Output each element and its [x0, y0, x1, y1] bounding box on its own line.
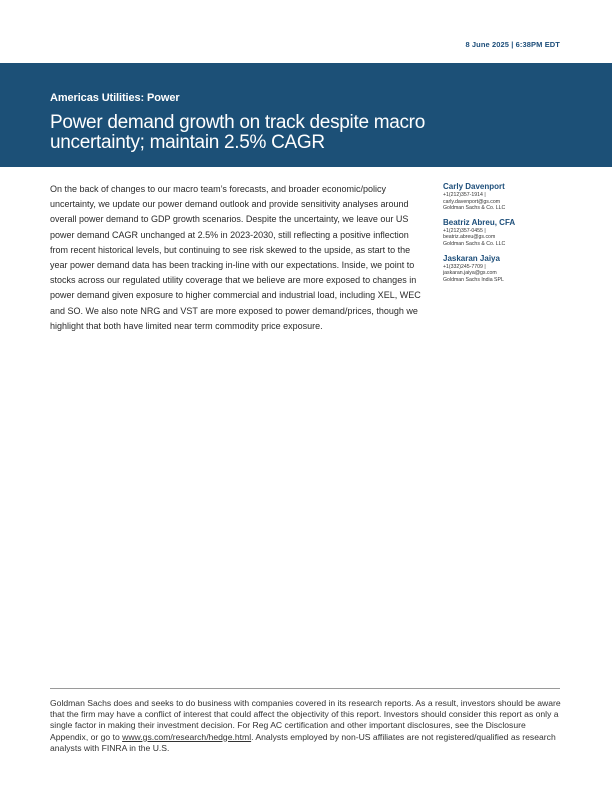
disclaimer-text-part: . Analysts employed by non-US affiliates are not registered/qualified as research analysts with FINRA in the U.S.: [50, 731, 556, 753]
report-category: Americas Utilities: Power: [50, 92, 180, 104]
analyst-card: [443, 182, 573, 212]
disclaimer-text: [50, 698, 562, 754]
report-headline: Power demand growth on track despite macro uncertainty; maintain 2.5% CAGR: [50, 112, 425, 153]
analyst-email[interactable]: carly.davenport@gs.com: [443, 198, 501, 205]
summary-paragraph: On the back of changes to our macro team’s forecasts, and broader economic/policy uncertainty, we update our power demand outlook and provide sensitivity analyses around overall power demand to GDP growth scenarios. Despite the uncertainty, we leave our US power demand CAGR unchanged at 2.5% in 2023-2030, still reflecting a positive inflection from recent historical levels, but continuing to see risk skewed to the upside, as start to the year power demand data has been tracking in-line with our expectations. Inside, we point to stocks across our regulated utility coverage that we believe are more exposed to changes in power demand given exposure to higher commercial and industrial load, including XEL, WEC and SO. We also note NRG and VST are more exposed to power demand/prices, though we highlight that both have limited near term commodity price exposure.: [50, 184, 421, 331]
analyst-name[interactable]: Jaskaran Jaiya: [443, 253, 500, 263]
analyst-phone: +1(332)245-7709 |: [443, 263, 486, 270]
analyst-phone: +1(212)357-1914 |: [443, 192, 486, 198]
analyst-firm: Goldman Sachs India SPL: [443, 276, 504, 283]
title-banner: [0, 63, 612, 167]
analyst-firm: Goldman Sachs & Co. LLC: [443, 240, 506, 247]
analyst-email[interactable]: beatriz.abreu@gs.com: [443, 234, 496, 241]
analyst-name[interactable]: Carly Davenport: [443, 182, 505, 191]
analyst-contacts: [443, 182, 573, 289]
disclaimer-divider: [50, 688, 560, 689]
disclaimer-text-part: Goldman Sachs does and seeks to do business with companies covered in its research reports. As a result, investors should be aware that the firm may have a conflict of interest that could affect the objectivity of this report. Investors should consider this report as only a single factor in making their investment decision. For Reg AC certification and other important disclosures, see the Disclosure Appendix, or go to: [50, 698, 561, 742]
analyst-email[interactable]: jaskaran.jaiya@gs.com: [443, 270, 497, 277]
analyst-name[interactable]: Beatriz Abreu, CFA: [443, 217, 516, 227]
analyst-firm: Goldman Sachs & Co. LLC: [443, 205, 506, 212]
analyst-phone: +1(212)357-0455 |: [443, 227, 486, 234]
analyst-card: [443, 218, 573, 248]
analyst-card: [443, 254, 573, 284]
disclosure-link[interactable]: www.gs.com/research/hedge.html: [122, 731, 252, 742]
report-dateline: 8 June 2025 | 6:38PM EDT: [465, 40, 560, 49]
